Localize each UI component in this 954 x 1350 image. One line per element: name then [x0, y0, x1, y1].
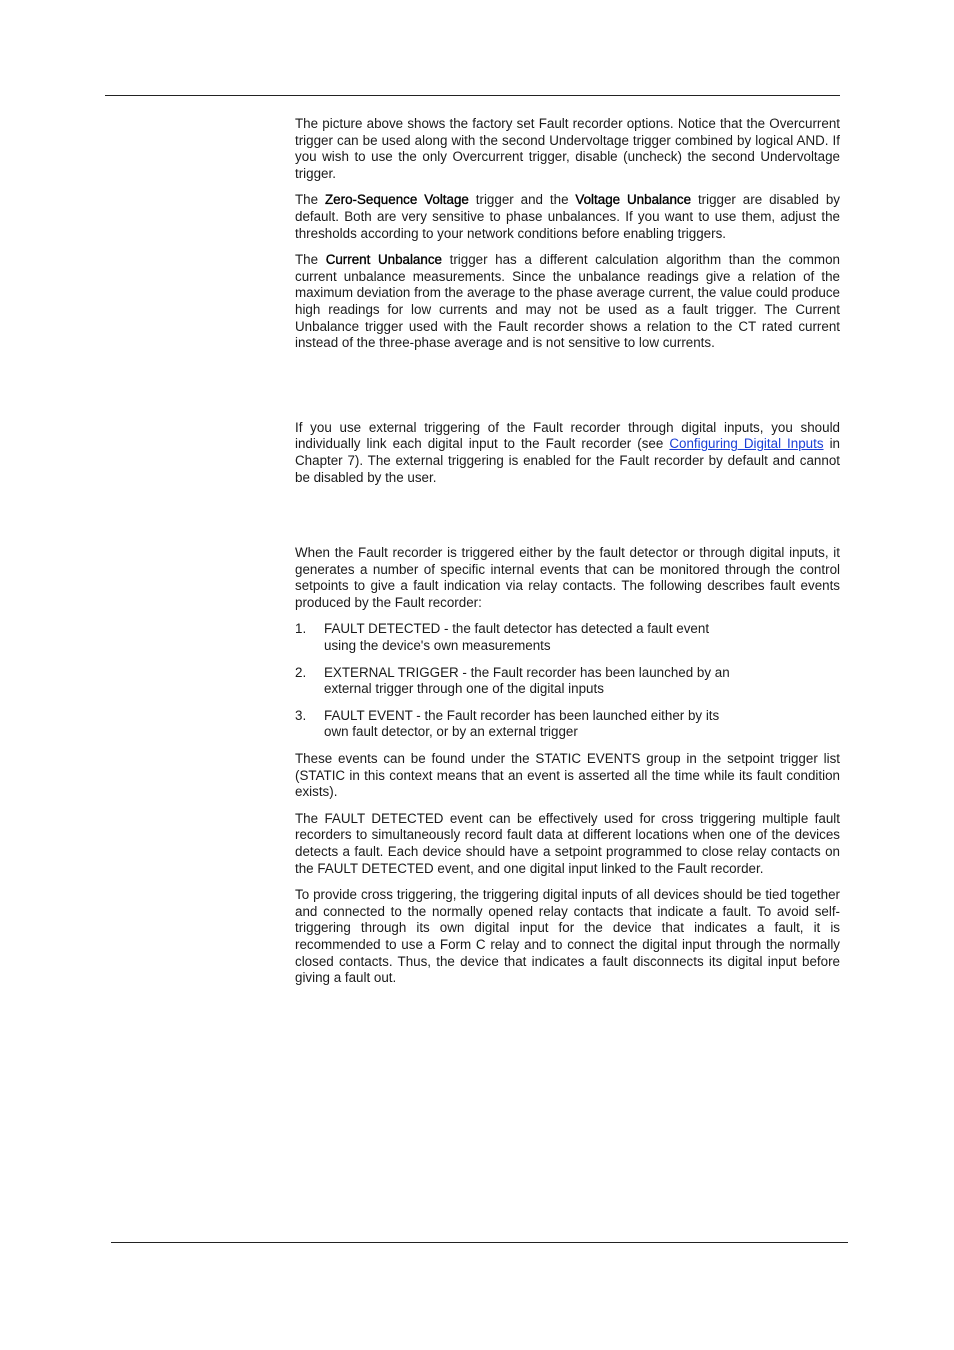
list-item — [295, 665, 744, 698]
term-current-unbalance: Current Unbalance — [325, 252, 442, 268]
list-number: 3. — [295, 707, 307, 723]
text-run: trigger has a different calculation algorithm than the common current unbalance measurements. Since the unbalance readings give a relation of the maximum deviation from the average to the phase average current, the value could produce high readings for low currents and may not be used as a fault trigger. The Current Unbalance trigger used with the Fault recorder shows a relation to the CT rated current instead of the three-phase average and is not sensitive to low currents. — [295, 252, 840, 351]
paragraph-cross-triggering-wiring: To provide cross triggering, the triggering digital inputs of all devices should be tied together and connected to the normally opened relay contacts that indicate a fault. To avoid self-triggering through its own digital input for the device that indicates a fault, it is recommended to use a Form C relay and to connect the digital input through the normally closed contacts. Thus, the device that indicates a fault disconnects its digital input before giving a fault out. — [295, 887, 840, 986]
list-item-text: FAULT DETECTED - the fault detector has detected a fault event using the device's own measurements — [324, 621, 710, 654]
text-run: trigger are disabled by default. Both are very sensitive to phase unbalances. If you want to use them, adjust the thresholds according to your network conditions before enabling triggers. — [295, 192, 840, 241]
term-zero-sequence-voltage: Zero-Sequence Voltage — [324, 192, 469, 208]
paragraph-factory-options: The picture above shows the factory set Fault recorder options. Notice that the Overcurrent trigger can be used along with the second Undervoltage trigger combined by logical AND. If you wish to use the only Overcurrent trigger, disable (uncheck) the second Undervoltage trigger. — [295, 116, 840, 181]
text-run: If you use external triggering of the Fault recorder through digital inputs, you should individually link each digital input to the Fault recorder (see — [295, 419, 840, 452]
text-run: The — [295, 192, 325, 208]
section-gap — [295, 496, 840, 545]
paragraph-disabled-triggers — [295, 192, 840, 242]
fault-events-list — [295, 621, 840, 741]
footer-rule — [111, 1242, 848, 1243]
paragraph-fault-events-intro: When the Fault recorder is triggered either by the fault detector or through digital inputs, it generates a number of specific internal events that can be monitored through the control setpoints to give a fault indication via relay contacts. The following describes fault events produced by the Fault recorder: — [295, 545, 840, 610]
list-item — [295, 621, 744, 654]
term-voltage-unbalance: Voltage Unbalance — [575, 192, 692, 208]
list-item — [295, 708, 744, 741]
paragraph-external-triggering — [295, 420, 840, 486]
text-run: The — [295, 252, 326, 268]
paragraph-current-unbalance — [295, 252, 840, 352]
list-number: 2. — [295, 664, 307, 680]
list-item-text: EXTERNAL TRIGGER - the Fault recorder has been launched by an external trigger through one of the digital inputs — [324, 664, 730, 697]
section-gap — [295, 362, 840, 420]
document-body — [295, 116, 840, 997]
configuring-digital-inputs-link[interactable]: Configuring Digital Inputs — [669, 436, 824, 452]
paragraph-static-events: These events can be found under the STATIC EVENTS group in the setpoint trigger list (STATIC in this context means that an event is asserted all the time while its fault condition exists). — [295, 751, 840, 800]
list-number: 1. — [295, 621, 307, 637]
header-rule — [105, 95, 840, 96]
text-run: in Chapter 7). The external triggering is enabled for the Fault recorder by default and cannot be disabled by the user. — [295, 436, 840, 485]
paragraph-cross-triggering-usage: The FAULT DETECTED event can be effectively used for cross triggering multiple fault recorders to simultaneously record fault data at different locations when one of the devices detects a fault. Each device should have a setpoint programmed to close relay contacts on the FAULT DETECTED event, and one digital input linked to the Fault recorder. — [295, 810, 840, 876]
list-item-text: FAULT EVENT - the Fault recorder has been launched either by its own fault detector, or by an external trigger — [324, 707, 720, 740]
text-run: trigger and the — [468, 192, 576, 208]
